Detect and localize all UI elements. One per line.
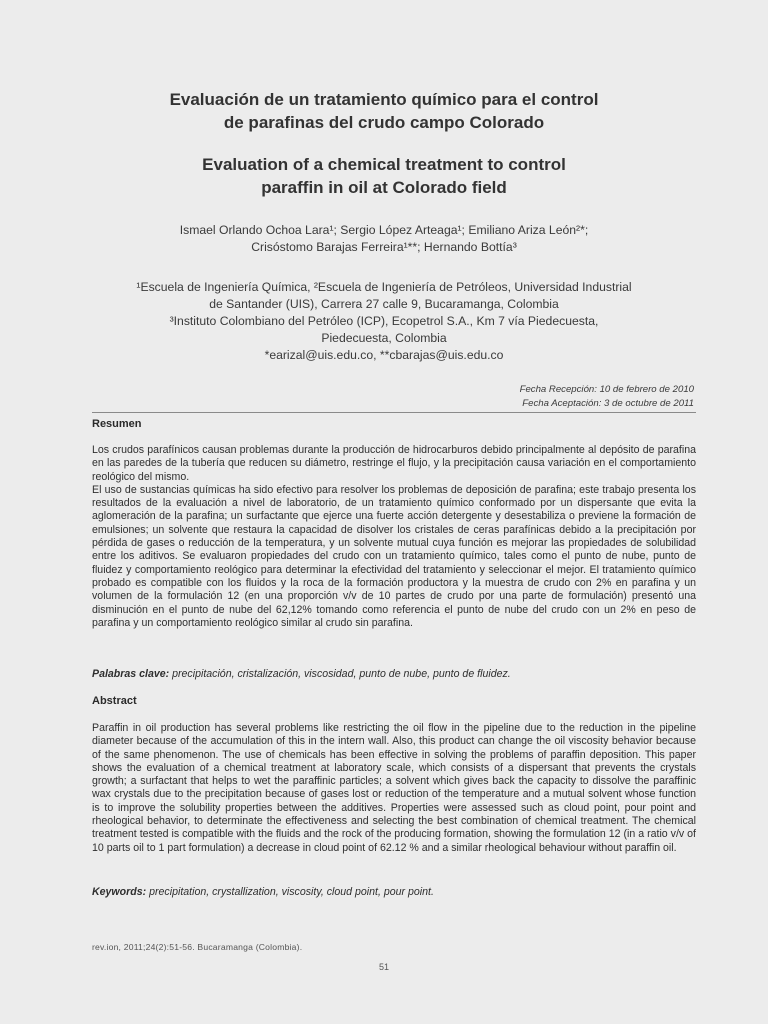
abstract-body — [92, 722, 696, 855]
affiliation-line: ¹Escuela de Ingeniería Química, ²Escuela de Ingeniería de Petróleos, Universidad Industrial — [136, 280, 632, 294]
contact-emails: *earizal@uis.edu.co, **cbarajas@uis.edu.co — [264, 348, 504, 362]
abstract-paragraph: Paraffin in oil production has several problems like restricting the oil flow in the pipeline due to the reduction in the pipeline diameter because of the accumulation of this in the intern wall. Also, this product can change the oil viscosity behavior because of the same phenomenon. The use of chemicals has been effective in solving the problems of paraffin deposition. This paper shows the evaluation of a chemical treatment at laboratory scale, which consists of a dispersant that prevents the crystals growth; a surfactant that helps to wet the paraffinic particles; a solvent which gives back the capacity to dissolve the paraffinic wax crystals due to the precipitation because of gases lost or reduction of the temperature and a mutual solvent whose function is to improve the solubility properties between the additives. Properties were assessed such as cloud point, pour point and rheological behavior, to determinate the effectiveness and selecting the best combination of chemical treatment. The chemical treatment tested is compatible with the fluids and the rock of the producing formation, showing the formulation 12 (in a ratio v/v of 10 parts oil to 1 part formulation) a decrease in cloud point of 62.12 % and a similar rheological behaviour without paraffin oil. — [92, 722, 696, 854]
keywords-spanish — [92, 668, 696, 681]
affiliation-line: Piedecuesta, Colombia — [321, 331, 447, 345]
resumen-body — [92, 444, 696, 630]
abstract-heading: Abstract — [92, 695, 137, 707]
keywords-english-values: precipitation, crystallization, viscosity, cloud point, pour point. — [149, 886, 434, 898]
authors-line: Crisóstomo Barajas Ferreira¹**; Hernando Bottía³ — [251, 240, 517, 254]
section-divider — [92, 412, 696, 413]
title-spanish-line: Evaluación de un tratamiento químico para el control — [169, 90, 599, 109]
title-spanish-line: de parafinas del crudo campo Colorado — [223, 113, 545, 132]
submission-dates — [520, 383, 694, 411]
accepted-date: Fecha Aceptación: 3 de octubre de 2011 — [522, 398, 694, 409]
affiliation-line: de Santander (UIS), Carrera 27 calle 9, Bucaramanga, Colombia — [209, 297, 559, 311]
keywords-spanish-values: precipitación, cristalización, viscosidad, punto de nube, punto de fluidez. — [172, 668, 511, 680]
affiliation-line: ³Instituto Colombiano del Petróleo (ICP), Ecopetrol S.A., Km 7 vía Piedecuesta, — [169, 314, 599, 328]
journal-citation: rev.ion, 2011;24(2):51-56. Bucaramanga (Colombia). — [92, 942, 303, 952]
received-date: Fecha Recepción: 10 de febrero de 2010 — [519, 384, 694, 395]
title-english-line: Evaluation of a chemical treatment to control — [202, 155, 566, 174]
resumen-heading: Resumen — [92, 418, 142, 430]
keywords-spanish-label: Palabras clave: — [92, 668, 170, 680]
resumen-paragraph: Los crudos parafínicos causan problemas durante la producción de hidrocarburos debido principalmente al depósito de parafina en las paredes de la tubería que reducen su diámetro, restringe el flujo, y la precipitación causa variación en el comportamiento reológico del mismo. — [92, 444, 696, 483]
title-spanish — [0, 88, 768, 134]
resumen-paragraph: El uso de sustancias químicas ha sido efectivo para resolver los problemas de deposición de parafina; este trabajo presenta los resultados de la evaluación a nivel de laboratorio, de un tratamiento químico conformado por un dispersante que evita la aglomeración de la parafina; un surfactante que ejerce una fuerte acción detergente y desestabiliza o previene la formación de emulsiones; un solvente que restaura la capacidad de disolver los cristales de ceras parafínicas debido a la precipitación por pérdida de gases o reducción de la temperatura, y un solvente mutual cuya función es mejorar las propiedades de solubilidad entre los aditivos. Se evaluaron propiedades del crudo con un tratamiento químico, tales como el punto de nube, punto de fluidez y comportamiento reológico para determinar la efectividad del tratamiento y seleccionar el mejor. El tratamiento químico probado es compatible con los fluidos y la roca de la formación productora y la muestra de crudo con 2% en parafina y un volumen de la formulación 12 (en una proporción v/v de 10 partes de crudo por una parte de formulación) presentó una disminución en el punto de nube del 62,12% tomando como referencia el punto de nube del crudo con un 2% en peso de parafina y un comportamiento reológico similar al crudo sin parafina. — [92, 483, 696, 629]
page-number: 51 — [378, 962, 389, 972]
title-english-line: paraffin in oil at Colorado field — [261, 178, 507, 197]
title-english — [0, 153, 768, 199]
authors — [0, 222, 768, 256]
authors-line: Ismael Orlando Ochoa Lara¹; Sergio López Arteaga¹; Emiliano Ariza León²*; — [179, 223, 589, 237]
affiliations — [0, 279, 768, 364]
keywords-english — [92, 886, 696, 899]
keywords-english-label: Keywords: — [92, 886, 147, 898]
